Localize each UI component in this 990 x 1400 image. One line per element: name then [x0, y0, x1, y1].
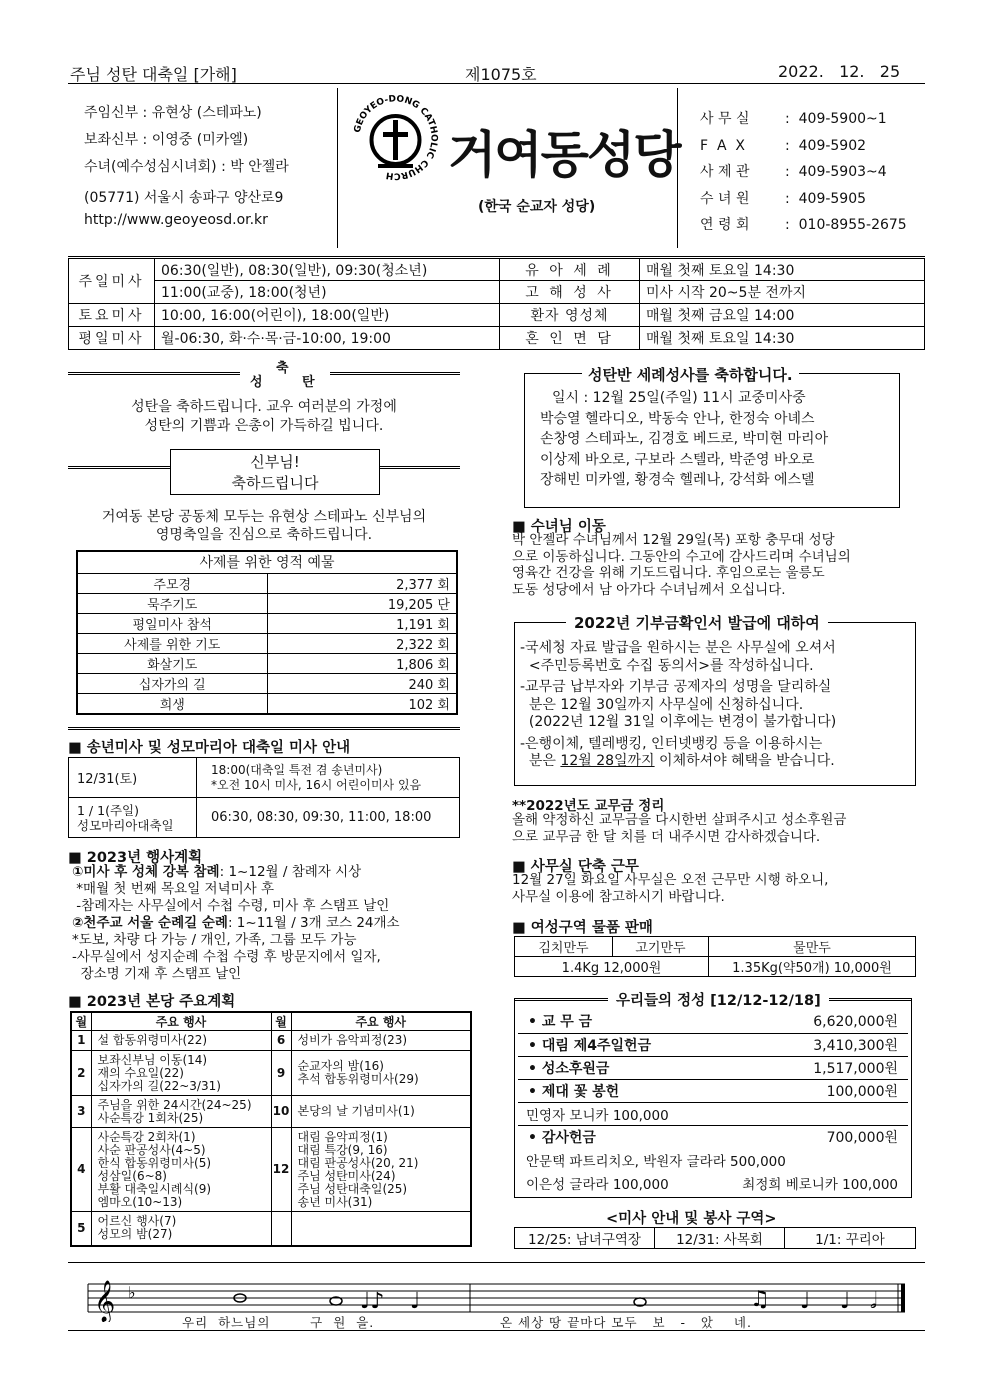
plan-events: 주님을 위한 24시간(24~25) 사순특강 1회차(25)	[91, 1096, 271, 1128]
masthead-divider-left	[337, 88, 338, 248]
service-title: <미사 안내 및 봉사 구역>	[606, 1211, 777, 1227]
website: http://www.geoyeosd.or.kr	[84, 212, 268, 228]
schedule-value: 미사 시작 20~5분 전까지	[640, 281, 925, 304]
sale-item: 김치만두	[515, 937, 613, 957]
gift-name: 평일미사 참석	[77, 613, 267, 633]
music-rule-bottom	[68, 1330, 925, 1331]
schedule-label: 고 해 성 사	[500, 281, 640, 304]
service-cell: 12/25: 남녀구역장	[515, 1228, 655, 1249]
contact-list: 사 무 실 : 409-5900~1 F A X : 409-5902 사 제 관 : 409-5903~4 수 녀 원 : 409-5905 연 령 회 : 010-8955-2675	[700, 106, 907, 239]
events-2023-body: ①미사 후 성체 강복 참례: 1~12월 / 참례자 시상 *매월 첫 번째 목요일 저녁미사 후 -참례자는 사무실에서 수첩 수령, 미사 후 스탬프 날인 ②천주교 서울 순례길 순례: 1~11월 / 3개 코스 24개소 *도보, 차량 다 가능 / 개인, 가족, 그룹 모두 가능 -사무실에서 성지순례 수첩 수령 후 방문지에서 일자, 장소명 기재 후 스탬프 날인	[72, 864, 400, 982]
gift-name: 주모경	[77, 573, 267, 593]
weekday-mass-label: 평일미사	[69, 327, 155, 350]
service-cell: 1/1: 꾸리아	[785, 1228, 916, 1249]
plan-month: 1	[71, 1031, 91, 1051]
offering-amount: 700,000원	[826, 1129, 898, 1146]
gift-count: 102 회	[267, 693, 457, 714]
gift-name: 화살기도	[77, 653, 267, 673]
offering-amount: 3,410,300원	[704, 1033, 908, 1056]
thanks-donor: 안문택 파트리치오, 박원자 글라라 500,000	[526, 1153, 786, 1170]
sale-price: 1.35Kg(약50개) 10,000원	[709, 957, 916, 977]
tax-body: -국세청 자료 발급을 원하시는 분은 사무실에 오셔서 <주민등록번호 수집 동의서>를 작성하십니다. -교무금 납부자와 기부금 공제자의 성명을 달리하실 분은 12월 30일까지 사무실에 신청하십니다. (2022년 12월 31일 이후에는 변경이 불가합니다) -은행이체, 텔레뱅킹, 인터넷뱅킹 등을 이용하시는 분은 12월 28일까지 이체하셔야 혜택을 받습니다.	[520, 640, 837, 769]
spiritual-gift-table	[76, 550, 458, 715]
plan-events: 사순특강 2회차(1) 사순 판공성사(4~5) 한식 합동위령미사(5) 성삼일(6~8) 부활 대축일시례식(9) 엠마오(10~13)	[91, 1128, 271, 1212]
schedule-label: 혼 인 면 담	[500, 327, 640, 350]
gift-count: 240 회	[267, 673, 457, 693]
gift-count: 1,191 회	[267, 613, 457, 633]
issue-title: 주님 성탄 대축일 [가해]	[70, 65, 237, 84]
sale-item: 고기만두	[613, 937, 709, 957]
schedule-value: 매월 첫째 금요일 14:00	[640, 304, 925, 327]
greeting-text: 성탄을 축하드립니다. 교우 여러분의 가정에 성탄의 기쁨과 은총이 가득하길 빕니다.	[131, 399, 397, 434]
yearend-time-1: 18:00(대축일 특전 겸 송년미사) *오전 10시 미사, 16시 어린이미사 있음	[197, 758, 460, 798]
plan-month: 4	[71, 1128, 91, 1212]
schedule-value: 매월 첫째 토요일 14:30	[640, 327, 925, 350]
contact-label: 수 녀 원	[700, 190, 750, 207]
service-cell: 12/31: 사목회	[655, 1228, 785, 1249]
contact-label: 연 령 회	[700, 217, 750, 233]
sunday-mass-1: 06:30(일반), 08:30(일반), 09:30(청소년)	[155, 258, 500, 281]
yearend-date-2: 1 / 1(주일) 성모마리아대축일	[69, 798, 197, 838]
offering-title: 우리들의 정성 [12/12-12/18]	[608, 989, 829, 1010]
yearend-time-2: 06:30, 08:30, 09:30, 11:00, 18:00	[197, 798, 460, 838]
contact-label: 사 무 실	[700, 111, 750, 127]
pastor: 주임신부 : 유현상 (스테파노)	[84, 105, 262, 121]
service-table	[514, 1227, 916, 1249]
contact-value: 409-5903~4	[798, 164, 887, 180]
plan-events: 어르신 행사(7) 성모의 밤(27)	[91, 1212, 271, 1246]
saturday-mass-label: 토요미사	[69, 304, 155, 327]
offering-table	[518, 1010, 908, 1194]
lyrics-line-2: 온 세상 땅 끝마다 모두 보 - 았 네.	[500, 1315, 752, 1330]
gift-name: 사제를 위한 기도	[77, 633, 267, 653]
logo-ring-text: GEOYEO-DONG CATHOLIC CHURCH	[352, 94, 439, 181]
music-rule-top	[68, 1262, 925, 1263]
yearend-date-1: 12/31(토)	[69, 758, 197, 798]
weekday-mass: 월-06:30, 화·수·목·금-10:00, 19:00	[155, 327, 500, 350]
sale-title: ■ 여성구역 물품 판매	[512, 920, 653, 936]
offering-label: • 성소후원금	[518, 1056, 704, 1079]
offering-label: • 대림 제4주일헌금	[518, 1033, 704, 1056]
offering-label: • 감사헌금	[528, 1129, 596, 1146]
schedule-label: 환자 영성체	[500, 304, 640, 327]
events-2023-title: ■ 2023년 행사계획	[68, 850, 203, 866]
schedule-label: 유 아 세 례	[500, 258, 640, 281]
yearend-rule	[68, 727, 460, 730]
sale-item: 물만두	[709, 937, 916, 957]
thanks-donor: 최정희 베로니카 100,000	[742, 1176, 898, 1193]
sunday-mass-2: 11:00(교중), 18:00(청년)	[155, 281, 500, 304]
plan-events: 설 합동위령미사(22)	[91, 1031, 271, 1051]
plan-month	[271, 1212, 291, 1246]
church-name: 거여동성당	[448, 126, 680, 184]
thanks-donor: 이은성 글라라 100,000	[526, 1176, 669, 1193]
yearend-table	[68, 757, 460, 838]
lyrics-line-1: 우리 하느님의 구 원 을.	[182, 1315, 375, 1330]
office-body: 12월 27일 화요일 사무실은 오전 근무만 시행 하오니, 사무실 이용에 참고하시기 바랍니다.	[512, 872, 829, 905]
gift-count: 2,322 회	[267, 633, 457, 653]
mass-schedule	[68, 256, 925, 350]
sister: 수녀(예수성심시녀회) : 박 안젤라	[84, 159, 289, 175]
plan-month: 9	[271, 1051, 291, 1096]
baptism-title: 성탄반 세례성사를 축하합니다.	[582, 364, 799, 385]
dues-body: 올해 약정하신 교무금을 다시한번 살펴주시고 성소후원금 으로 교무금 한 달 치를 더 내주시면 감사하겠습니다.	[512, 812, 847, 845]
event-header: 주요 행사	[91, 1012, 271, 1031]
plan-month: 2	[71, 1051, 91, 1096]
half-note-icon: 𝅗𝅥	[870, 1289, 877, 1314]
plan-month: 12	[271, 1128, 291, 1212]
offering-label: • 제대 꽃 봉헌	[518, 1079, 704, 1102]
plan-month: 3	[71, 1096, 91, 1128]
schedule-value: 매월 첫째 토요일 14:30	[640, 258, 925, 281]
saturday-mass: 10:00, 16:00(어린이), 18:00(일반)	[155, 304, 500, 327]
contact-value: 409-5905	[798, 190, 867, 207]
contact-value: 010-8955-2675	[798, 217, 907, 233]
flat-icon: ♭	[128, 1283, 136, 1302]
plan-events: 본당의 날 기념미사(1)	[291, 1096, 471, 1128]
gift-name: 묵주기도	[77, 593, 267, 613]
offering-amount: 1,517,000원	[704, 1056, 908, 1079]
address: (05771) 서울시 송파구 양산로9	[84, 190, 284, 206]
church-subtitle: (한국 순교자 성당)	[478, 199, 596, 215]
assistant-pastor: 보좌신부 : 이영중 (미카엘)	[84, 132, 249, 148]
priest-text: 거여동 본당 공동체 모두는 유현상 스테파노 신부님의 영명축일을 진심으로 축하드립니다.	[101, 509, 427, 543]
quarter-note-icon: ♩	[800, 1289, 811, 1314]
gift-count: 19,205 단	[267, 593, 457, 613]
plan-2023-table	[70, 1011, 472, 1247]
plan-events: 성비가 음악피정(23)	[291, 1031, 471, 1051]
church-logo	[348, 90, 443, 185]
office-title: ■ 사무실 단축 근무	[512, 859, 639, 875]
contact-label: 사 제 관	[700, 164, 750, 180]
month-header: 월	[271, 1012, 291, 1031]
gift-name: 십자가의 길	[77, 673, 267, 693]
greeting-title: 성 축 탄	[240, 357, 330, 391]
event-header: 주요 행사	[291, 1012, 471, 1031]
offering-amount: 100,000원	[704, 1079, 908, 1102]
issue-date: 2022. 12. 25	[778, 62, 901, 81]
gift-count: 1,806 회	[267, 653, 457, 673]
staff-info	[84, 100, 344, 228]
plan-month: 5	[71, 1212, 91, 1246]
nun-body: 박 안젤라 수녀님께서 12월 29일(목) 포항 충무대 성당 으로 이동하십니다. 그동안의 수고에 감사드리며 수녀님의 영육간 건강을 위해 기도드립니다. 후임으로는 울릉도 도동 성당에서 남 아가다 수녀님께서 오십니다.	[512, 532, 851, 598]
gift-name: 희생	[77, 693, 267, 714]
flower-donor: 민영자 모니카 100,000	[518, 1102, 908, 1125]
offering-label: • 교 무 금	[518, 1010, 704, 1033]
quarter-note-icon: ♩	[840, 1289, 851, 1314]
treble-clef-icon: 𝄞	[94, 1281, 116, 1322]
plan-month: 6	[271, 1031, 291, 1051]
sale-price: 1.4Kg 12,000원	[515, 957, 709, 977]
contact-value: 409-5902	[798, 137, 867, 154]
plan-events: 순교자의 밤(16) 추석 합동위령미사(29)	[291, 1051, 471, 1096]
priest-congrats-box: 신부님! 축하드립니다	[170, 449, 380, 495]
header-divider	[68, 83, 925, 84]
plan-events: 보좌신부님 이동(14) 재의 수요일(22) 십자가의 길(22~3/31)	[91, 1051, 271, 1096]
plan-month: 10	[271, 1096, 291, 1128]
issue-number: 제1075호	[465, 65, 537, 84]
sunday-mass-label: 주일미사	[69, 258, 155, 304]
gift-count: 2,377 회	[267, 573, 457, 593]
plan-events: 대림 음악피정(1) 대림 특강(9, 16) 대림 판공성사(20, 21) 주님 성탄미사(24) 주님 성탄대축일(25) 송년 미사(31)	[291, 1128, 471, 1212]
eighth-note-icon: ♩♪	[360, 1289, 385, 1314]
tax-title: 2022년 기부금확인서 발급에 대하여	[566, 612, 828, 633]
baptism-list: 일시 : 12월 25일(주일) 11시 교중미사중 박승열 헬라디오, 박동숙 안나, 한정숙 아녜스 손창영 스테파노, 김경호 베드로, 박미현 마리아 이상제 바오로, 구보라 스텔라, 박준영 바오로 장해빈 미카엘, 황경숙 헬레나, 강석화 에스델	[540, 390, 829, 488]
nun-title: ■ 수녀님 이동	[512, 519, 606, 535]
plan-events	[291, 1212, 471, 1246]
spiritual-gift-title: 사제를 위한 영적 예물	[77, 551, 457, 573]
beamed-notes-icon: ♫	[750, 1287, 770, 1312]
offering-amount: 6,620,000원	[704, 1010, 908, 1033]
quarter-note-icon: ♩	[410, 1289, 421, 1314]
yearend-title: ■ 송년미사 및 성모마리아 대축일 미사 안내	[68, 740, 351, 756]
plan-2023-title: ■ 2023년 본당 주요계획	[68, 994, 236, 1010]
contact-value: 409-5900~1	[798, 111, 887, 127]
dues-title: **2022년도 교무금 정리	[512, 798, 665, 814]
sale-table	[514, 936, 916, 977]
contact-label: F A X	[700, 137, 746, 154]
month-header: 월	[71, 1012, 91, 1031]
